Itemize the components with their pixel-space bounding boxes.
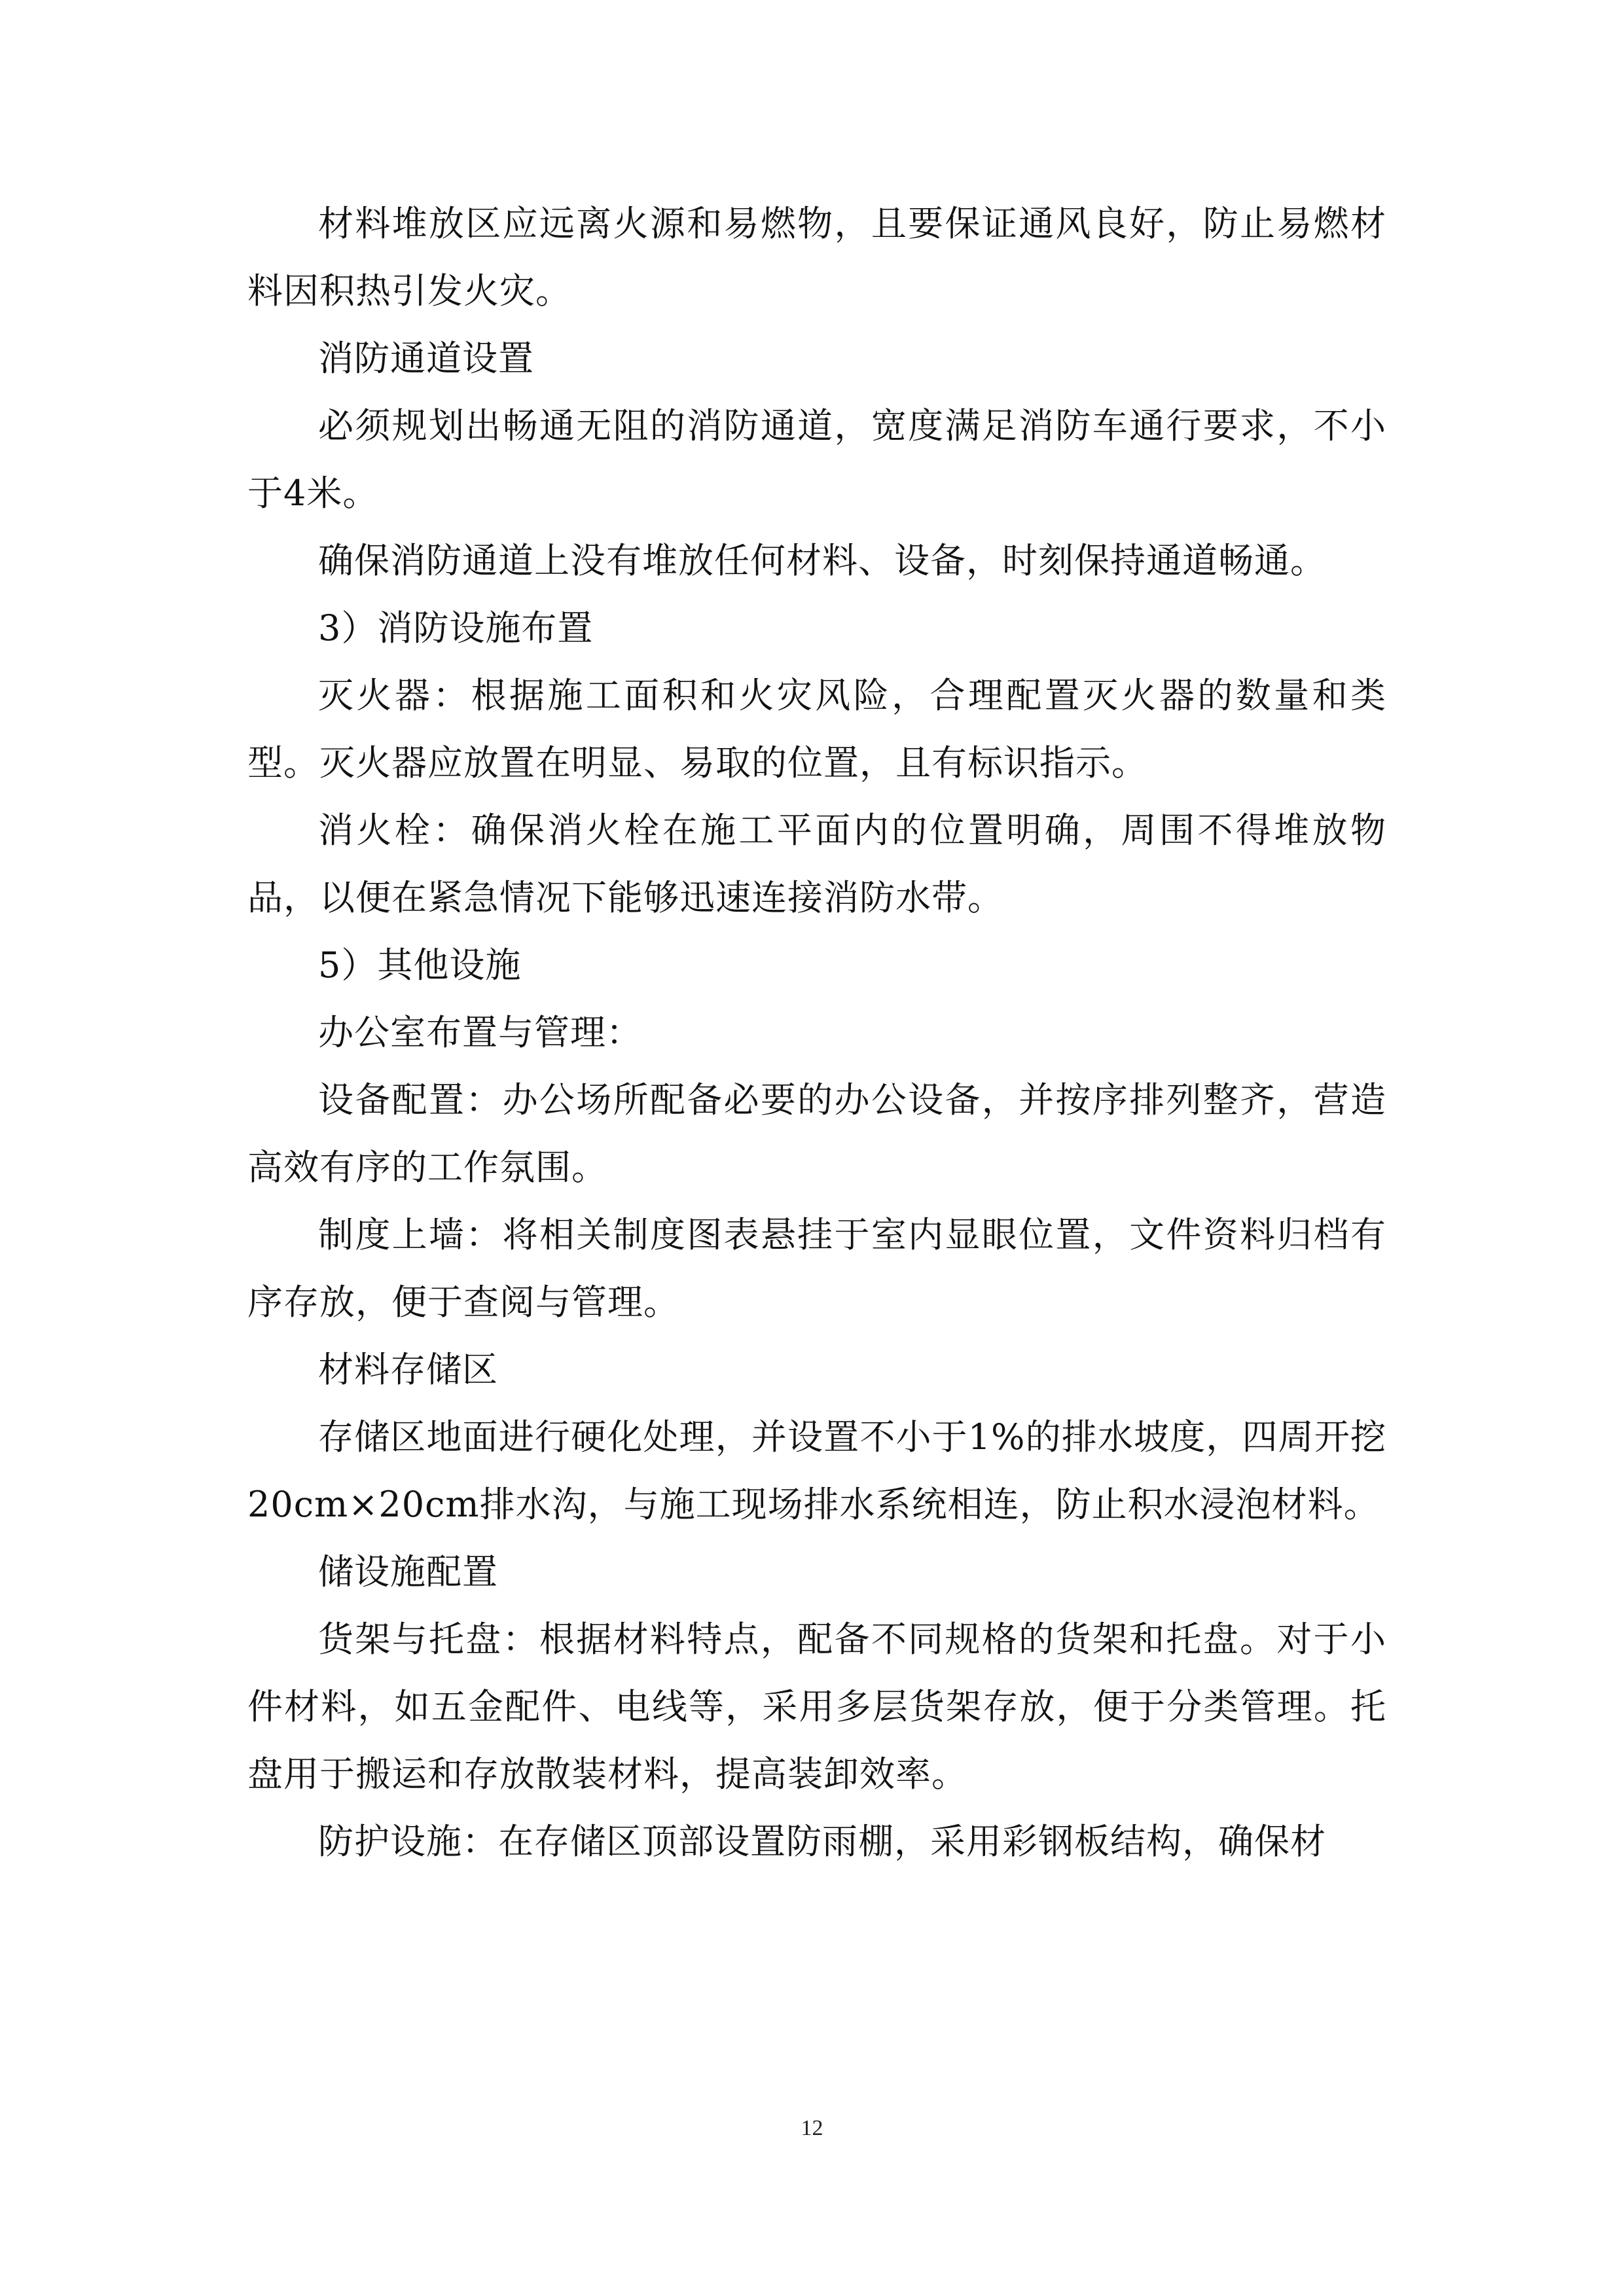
page-number: 12 (801, 2116, 823, 2140)
paragraph: 材料堆放区应远离火源和易燃物，且要保证通风良好，防止易燃材料因积热引发火灾。 (247, 203, 1386, 312)
section-heading: 3）消防设施布置 (318, 607, 594, 649)
body-text (247, 190, 1386, 1875)
paragraph: 货架与托盘：根据材料特点，配备不同规格的货架和托盘。对于小件材料，如五金配件、电线等，采用多层货架存放，便于分类管理。托盘用于搬运和存放散装材料，提高装卸效率。 (247, 1619, 1386, 1795)
paragraph: 灭火器：根据施工面积和火灾风险，合理配置灭火器的数量和类型。灭火器应放置在明显、易取的位置，且有标识指示。 (247, 675, 1386, 783)
paragraph: 确保消防通道上没有堆放任何材料、设备，时刻保持通道畅通。 (318, 540, 1326, 581)
paragraph: 设备配置：办公场所配备必要的办公设备，并按序排列整齐，营造高效有序的工作氛围。 (247, 1079, 1386, 1188)
section-heading: 消防通道设置 (318, 338, 534, 379)
section-heading: 5）其他设施 (318, 944, 522, 986)
section-heading: 办公室布置与管理： (318, 1012, 642, 1053)
paragraph: 消火栓：确保消火栓在施工平面内的位置明确，周围不得堆放物品，以便在紧急情况下能够迅速连接消防水带。 (247, 810, 1386, 918)
paragraph: 存储区地面进行硬化处理，并设置不小于1%的排水坡度，四周开挖20cm×20cm排水沟，与施工现场排水系统相连，防止积水浸泡材料。 (247, 1416, 1386, 1525)
section-heading: 储设施配置 (318, 1551, 498, 1592)
paragraph: 制度上墙：将相关制度图表悬挂于室内显眼位置，文件资料归档有序存放，便于查阅与管理。 (247, 1214, 1386, 1323)
paragraph: 防护设施：在存储区顶部设置防雨棚，采用彩钢板结构，确保材 (318, 1821, 1326, 1862)
section-heading: 材料存储区 (318, 1349, 498, 1390)
paragraph: 必须规划出畅通无阻的消防通道，宽度满足消防车通行要求，不小于4米。 (247, 405, 1386, 514)
